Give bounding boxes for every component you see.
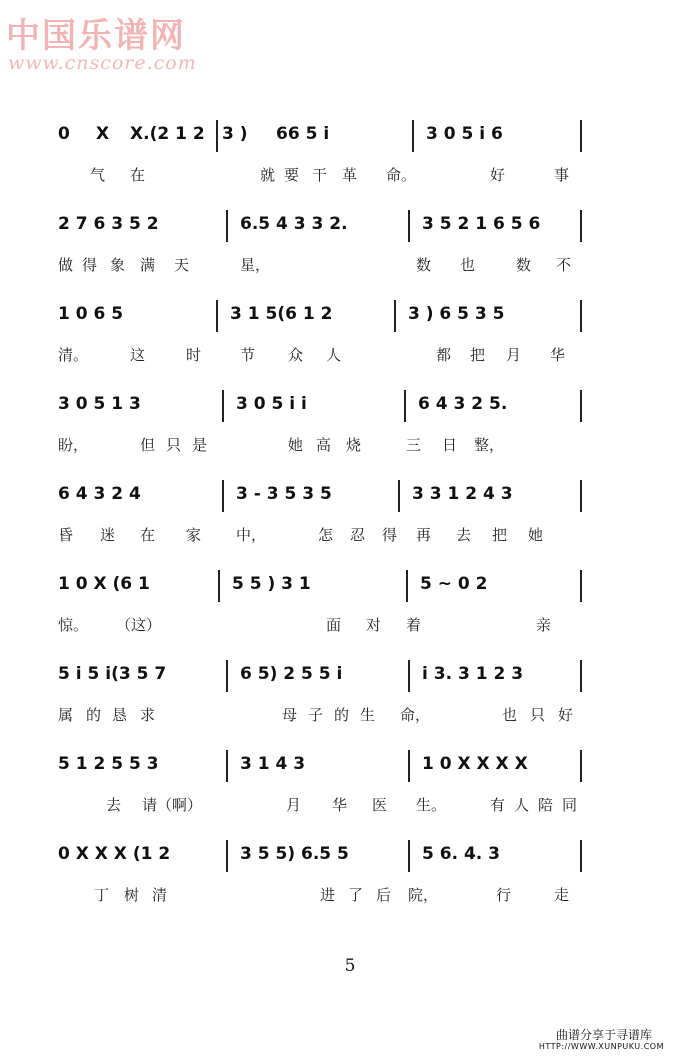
bar-line bbox=[408, 660, 410, 692]
lyric: 家 bbox=[186, 526, 202, 544]
lyric: 树 bbox=[124, 886, 140, 904]
lyric: 但 bbox=[140, 436, 156, 454]
note-group: 3 5 2 1 6 5 6 bbox=[422, 214, 541, 234]
lyric: 得 bbox=[382, 526, 398, 544]
lyric: 的 bbox=[334, 706, 350, 724]
bar-line bbox=[216, 120, 218, 152]
score-system-4 bbox=[50, 390, 595, 480]
lyric: 月 bbox=[506, 346, 522, 364]
lyric: 生 bbox=[360, 706, 376, 724]
note-group: 3 1 4 3 bbox=[240, 754, 306, 774]
bar-line bbox=[580, 390, 582, 422]
score-system-1 bbox=[50, 120, 595, 210]
lyric: 丁 bbox=[94, 886, 110, 904]
score-system-8 bbox=[50, 750, 595, 840]
lyric: 清 bbox=[152, 886, 168, 904]
lyric: 医 bbox=[372, 796, 388, 814]
score-system-6 bbox=[50, 570, 595, 660]
lyric: （这） bbox=[116, 616, 162, 634]
lyric: 生。 bbox=[416, 796, 447, 814]
lyric: 日 bbox=[442, 436, 458, 454]
lyric: 行 bbox=[496, 886, 512, 904]
bar-line bbox=[408, 840, 410, 872]
note-group: 5 ~ 0 2 bbox=[420, 574, 488, 594]
lyrics-row bbox=[50, 524, 595, 548]
notation-row bbox=[50, 660, 595, 700]
lyric: 着 bbox=[406, 616, 422, 634]
lyric: 她 bbox=[288, 436, 304, 454]
lyric: 好 bbox=[558, 706, 574, 724]
lyric: 人 bbox=[514, 796, 530, 814]
lyric: 气 bbox=[90, 166, 106, 184]
lyric: 命。 bbox=[386, 166, 417, 184]
lyric: 只 bbox=[166, 436, 182, 454]
lyric: 革 bbox=[342, 166, 358, 184]
note-group: 2 7 6 3 5 2 bbox=[58, 214, 159, 234]
lyric: 命， bbox=[400, 706, 431, 724]
lyric: 她 bbox=[528, 526, 544, 544]
note-group: 5 i 5 i(3 5 7 bbox=[58, 664, 167, 684]
note-group: X bbox=[96, 124, 110, 144]
bar-line bbox=[226, 750, 228, 782]
bar-line bbox=[580, 300, 582, 332]
note-group: 0 X X X (1 2 bbox=[58, 844, 171, 864]
lyric: 数 bbox=[516, 256, 532, 274]
lyric: 这 bbox=[130, 346, 146, 364]
lyrics-row bbox=[50, 794, 595, 818]
lyric: 属 bbox=[58, 706, 74, 724]
lyric: 月 bbox=[286, 796, 302, 814]
lyric: 三 bbox=[406, 436, 422, 454]
lyric: 是 bbox=[192, 436, 208, 454]
lyric: 在 bbox=[140, 526, 156, 544]
bar-line bbox=[580, 840, 582, 872]
notation-row bbox=[50, 570, 595, 610]
note-group: 3 5 5) 6.5 5 bbox=[240, 844, 349, 864]
lyric: 都 bbox=[436, 346, 452, 364]
lyric: 不 bbox=[556, 256, 572, 274]
notation-row bbox=[50, 840, 595, 880]
note-group: 5 1 2 5 5 3 bbox=[58, 754, 159, 774]
lyric: 院， bbox=[408, 886, 439, 904]
lyrics-row bbox=[50, 254, 595, 278]
lyric: 去 bbox=[106, 796, 122, 814]
lyric: 得 bbox=[82, 256, 98, 274]
watermark-site-name: 中国乐谱网 bbox=[6, 16, 186, 56]
note-group: 3 ) bbox=[222, 124, 248, 144]
lyric: 只 bbox=[530, 706, 546, 724]
lyric: 时 bbox=[186, 346, 202, 364]
note-group: 6 4 3 2 5. bbox=[418, 394, 508, 414]
lyrics-row bbox=[50, 344, 595, 368]
footer-url-link[interactable]: HTTP://WWW.XUNPUKU.COM bbox=[538, 1042, 664, 1051]
lyric: 做 bbox=[58, 256, 74, 274]
lyric: 请（啊） bbox=[142, 796, 203, 814]
note-group: i 3. 3 1 2 3 bbox=[422, 664, 524, 684]
watermark-url: www.cnscore.com bbox=[8, 52, 197, 74]
note-group: 1 0 X X X X bbox=[422, 754, 528, 774]
lyric: 对 bbox=[366, 616, 382, 634]
note-group: 3 0 5 i 6 bbox=[426, 124, 503, 144]
note-group: 3 0 5 i i bbox=[236, 394, 307, 414]
note-group: 3 0 5 1 3 bbox=[58, 394, 141, 414]
lyric: 节 bbox=[240, 346, 256, 364]
footer-site-label: 曲谱分享于寻谱库 bbox=[555, 1028, 652, 1042]
lyric: 再 bbox=[416, 526, 432, 544]
lyric: 干 bbox=[312, 166, 328, 184]
bar-line bbox=[398, 480, 400, 512]
note-group: X.(2 1 2 bbox=[130, 124, 205, 144]
lyric: 忍 bbox=[350, 526, 366, 544]
note-group: 6 4 3 2 4 bbox=[58, 484, 141, 504]
lyric: 有 bbox=[490, 796, 506, 814]
bar-line bbox=[394, 300, 396, 332]
notation-row bbox=[50, 300, 595, 340]
bar-line bbox=[580, 210, 582, 242]
lyric: 走 bbox=[554, 886, 570, 904]
note-group: 1 0 6 5 bbox=[58, 304, 124, 324]
bar-line bbox=[406, 570, 408, 602]
lyrics-row bbox=[50, 434, 595, 458]
bar-line bbox=[226, 660, 228, 692]
bar-line bbox=[408, 210, 410, 242]
lyric: 高 bbox=[316, 436, 332, 454]
lyric: 亲 bbox=[536, 616, 552, 634]
lyric: 同 bbox=[562, 796, 578, 814]
lyric: 进 bbox=[320, 886, 336, 904]
bar-line bbox=[580, 120, 582, 152]
lyrics-row bbox=[50, 164, 595, 188]
bar-line bbox=[222, 480, 224, 512]
notation-row bbox=[50, 210, 595, 250]
lyric: 烧 bbox=[346, 436, 362, 454]
lyric: 盼， bbox=[58, 436, 89, 454]
lyric: 也 bbox=[460, 256, 476, 274]
bar-line bbox=[404, 390, 406, 422]
bar-line bbox=[218, 570, 220, 602]
lyric: 求 bbox=[140, 706, 156, 724]
lyric: 清。 bbox=[58, 346, 89, 364]
note-group: 6 5) 2 5 5 i bbox=[240, 664, 343, 684]
lyric: 星， bbox=[240, 256, 271, 274]
note-group: 3 - 3 5 3 5 bbox=[236, 484, 332, 504]
lyric: 母 bbox=[282, 706, 298, 724]
lyric: 面 bbox=[326, 616, 342, 634]
lyric: 人 bbox=[326, 346, 342, 364]
page-number: 5 bbox=[344, 956, 356, 976]
note-group: 5 5 ) 3 1 bbox=[232, 574, 311, 594]
lyric: 事 bbox=[554, 166, 570, 184]
score-system-3 bbox=[50, 300, 595, 390]
bar-line bbox=[226, 840, 228, 872]
lyric: 去 bbox=[456, 526, 472, 544]
lyric: 后 bbox=[376, 886, 392, 904]
bar-line bbox=[580, 480, 582, 512]
lyric: 就 bbox=[260, 166, 276, 184]
lyric: 恳 bbox=[112, 706, 128, 724]
notation-row bbox=[50, 480, 595, 520]
score-system-5 bbox=[50, 480, 595, 570]
lyric: 怎 bbox=[318, 526, 334, 544]
lyrics-row bbox=[50, 884, 595, 908]
lyric: 在 bbox=[130, 166, 146, 184]
lyric: 整， bbox=[474, 436, 505, 454]
lyric: 中， bbox=[236, 526, 267, 544]
lyric: 陪 bbox=[538, 796, 554, 814]
note-group: 3 1 5(6 1 2 bbox=[230, 304, 333, 324]
note-group: 5 6. 4. 3 bbox=[422, 844, 500, 864]
lyric: 华 bbox=[332, 796, 348, 814]
notation-row bbox=[50, 750, 595, 790]
lyric: 华 bbox=[550, 346, 566, 364]
notation-row bbox=[50, 390, 595, 430]
lyric: 把 bbox=[492, 526, 508, 544]
lyric: 数 bbox=[416, 256, 432, 274]
lyric: 象 bbox=[110, 256, 126, 274]
bar-line bbox=[580, 660, 582, 692]
lyric: 众 bbox=[288, 346, 304, 364]
bar-line bbox=[216, 300, 218, 332]
lyric: 天 bbox=[174, 256, 190, 274]
lyric: 满 bbox=[140, 256, 156, 274]
lyric: 的 bbox=[86, 706, 102, 724]
note-group: 66 5 i bbox=[276, 124, 330, 144]
note-group: 6.5 4 3 3 2. bbox=[240, 214, 348, 234]
lyric: 把 bbox=[470, 346, 486, 364]
lyric: 子 bbox=[308, 706, 324, 724]
score-system-2 bbox=[50, 210, 595, 300]
note-group: 1 0 X (6 1 bbox=[58, 574, 150, 594]
score-system-9 bbox=[50, 840, 595, 930]
lyrics-row bbox=[50, 614, 595, 638]
lyrics-row bbox=[50, 704, 595, 728]
note-group: 3 3 1 2 4 3 bbox=[412, 484, 513, 504]
score-system-7 bbox=[50, 660, 595, 750]
lyric: 好 bbox=[490, 166, 506, 184]
lyric: 惊。 bbox=[58, 616, 89, 634]
lyric: 要 bbox=[284, 166, 300, 184]
note-group: 3 ) 6 5 3 5 bbox=[408, 304, 505, 324]
lyric: 了 bbox=[348, 886, 364, 904]
bar-line bbox=[412, 120, 414, 152]
bar-line bbox=[580, 750, 582, 782]
lyric: 迷 bbox=[100, 526, 116, 544]
bar-line bbox=[580, 570, 582, 602]
bar-line bbox=[226, 210, 228, 242]
notation-row bbox=[50, 120, 595, 160]
lyric: 昏 bbox=[58, 526, 74, 544]
bar-line bbox=[222, 390, 224, 422]
bar-line bbox=[408, 750, 410, 782]
lyric: 也 bbox=[502, 706, 518, 724]
note-group: 0 bbox=[58, 124, 70, 144]
